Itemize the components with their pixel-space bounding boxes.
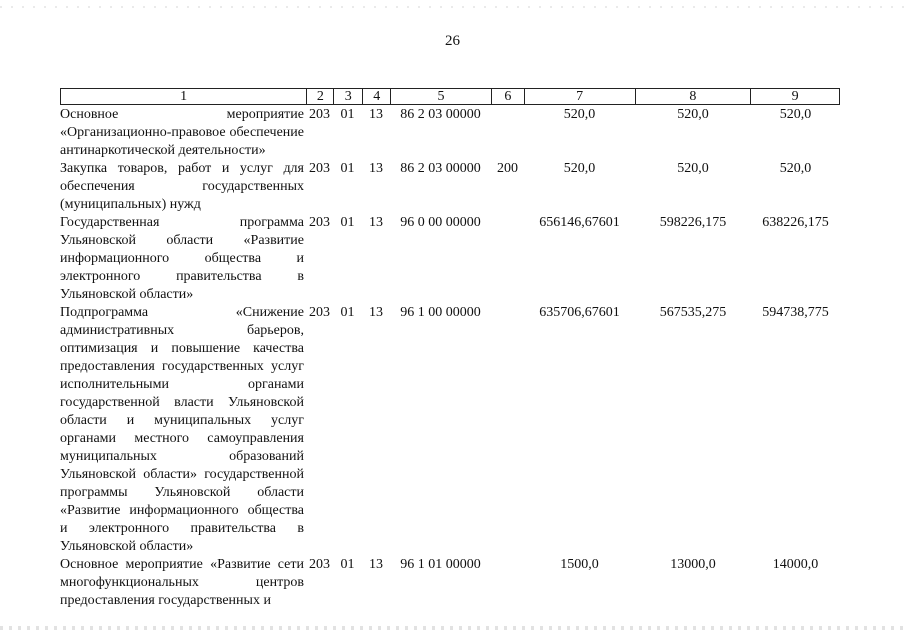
row-description: Государственная программа Ульяновской области «Развитие информационного общества и электронного правительства в Ульяновской области»	[60, 215, 304, 302]
cell-subsection: 13	[369, 107, 383, 122]
cell-amount-9: 14000,0	[772, 557, 819, 572]
page-number: 26	[445, 33, 460, 49]
cell-code: 203	[309, 107, 330, 122]
cell-expense-type	[491, 106, 524, 160]
cell-target-article: 86 2 03 00000	[400, 107, 481, 122]
table-row	[60, 214, 840, 304]
cell-section: 01	[340, 161, 355, 176]
row-description: Подпрограмма «Снижение административных барьеров, оптимизация и повышение качества предоставления государственных услуг исполнительными органами государственной власти Ульяновской области и муниципальных услуг органами местного самоуправления муниципальных образований Ульяновской области» государственной программы Ульяновской области «Развитие информационного общества и электронного правительства в Ульяновской области»	[60, 305, 304, 554]
cell-amount-9: 638226,175	[762, 215, 829, 230]
column-header-5: 5	[390, 89, 491, 104]
table-header	[60, 88, 840, 105]
cell-section: 01	[340, 107, 355, 122]
column-header-4: 4	[362, 89, 390, 104]
cell-subsection: 13	[369, 557, 383, 572]
cell-code: 203	[309, 161, 330, 176]
table-row	[60, 106, 840, 160]
cell-section: 01	[340, 557, 355, 572]
table-row	[60, 556, 840, 610]
cell-code: 203	[309, 557, 330, 572]
column-header-9: 9	[750, 89, 839, 104]
cell-expense-type: 200	[497, 161, 518, 176]
column-header-2: 2	[306, 89, 333, 104]
column-header-3: 3	[333, 89, 362, 104]
column-header-1: 1	[180, 89, 188, 104]
cell-amount-8: 520,0	[677, 107, 709, 122]
table-row	[60, 304, 840, 556]
column-header-8: 8	[635, 89, 751, 104]
cell-target-article: 96 0 00 00000	[400, 215, 481, 230]
cell-target-article: 96 1 00 00000	[400, 305, 481, 320]
row-description: Закупка товаров, работ и услуг для обеспечения государственных (муниципальных) нужд	[60, 161, 304, 212]
cell-amount-7: 520,0	[563, 161, 596, 176]
table-body	[60, 106, 840, 610]
scan-artifact-top	[0, 6, 905, 8]
column-header-7: 7	[524, 89, 635, 104]
cell-amount-7: 656146,67601	[539, 215, 620, 230]
cell-amount-7: 520,0	[563, 107, 596, 122]
cell-target-article: 96 1 01 00000	[400, 557, 481, 572]
cell-amount-9: 594738,775	[762, 305, 829, 320]
cell-expense-type	[491, 556, 524, 610]
scan-artifact-bottom	[0, 626, 905, 630]
table-row	[60, 160, 840, 214]
cell-amount-9: 520,0	[779, 107, 812, 122]
cell-expense-type	[491, 304, 524, 556]
cell-amount-8: 13000,0	[670, 557, 716, 572]
cell-amount-7: 635706,67601	[539, 305, 620, 320]
cell-subsection: 13	[369, 215, 383, 230]
row-description: Основное мероприятие «Организационно-правовое обеспечение антинаркотической деятельности»	[60, 107, 304, 158]
cell-amount-8: 567535,275	[659, 305, 727, 320]
cell-amount-8: 598226,175	[659, 215, 727, 230]
cell-code: 203	[309, 305, 330, 320]
column-header-6: 6	[491, 89, 524, 104]
cell-section: 01	[340, 305, 355, 320]
cell-amount-7: 1500,0	[560, 557, 599, 572]
row-description: Основное мероприятие «Развитие сети многофункциональных центров предоставления государственных и	[60, 557, 304, 608]
cell-amount-8: 520,0	[677, 161, 709, 176]
cell-target-article: 86 2 03 00000	[400, 161, 481, 176]
cell-expense-type	[491, 214, 524, 304]
cell-amount-9: 520,0	[779, 161, 812, 176]
cell-section: 01	[340, 215, 355, 230]
cell-subsection: 13	[369, 305, 383, 320]
cell-code: 203	[309, 215, 330, 230]
cell-subsection: 13	[369, 161, 383, 176]
